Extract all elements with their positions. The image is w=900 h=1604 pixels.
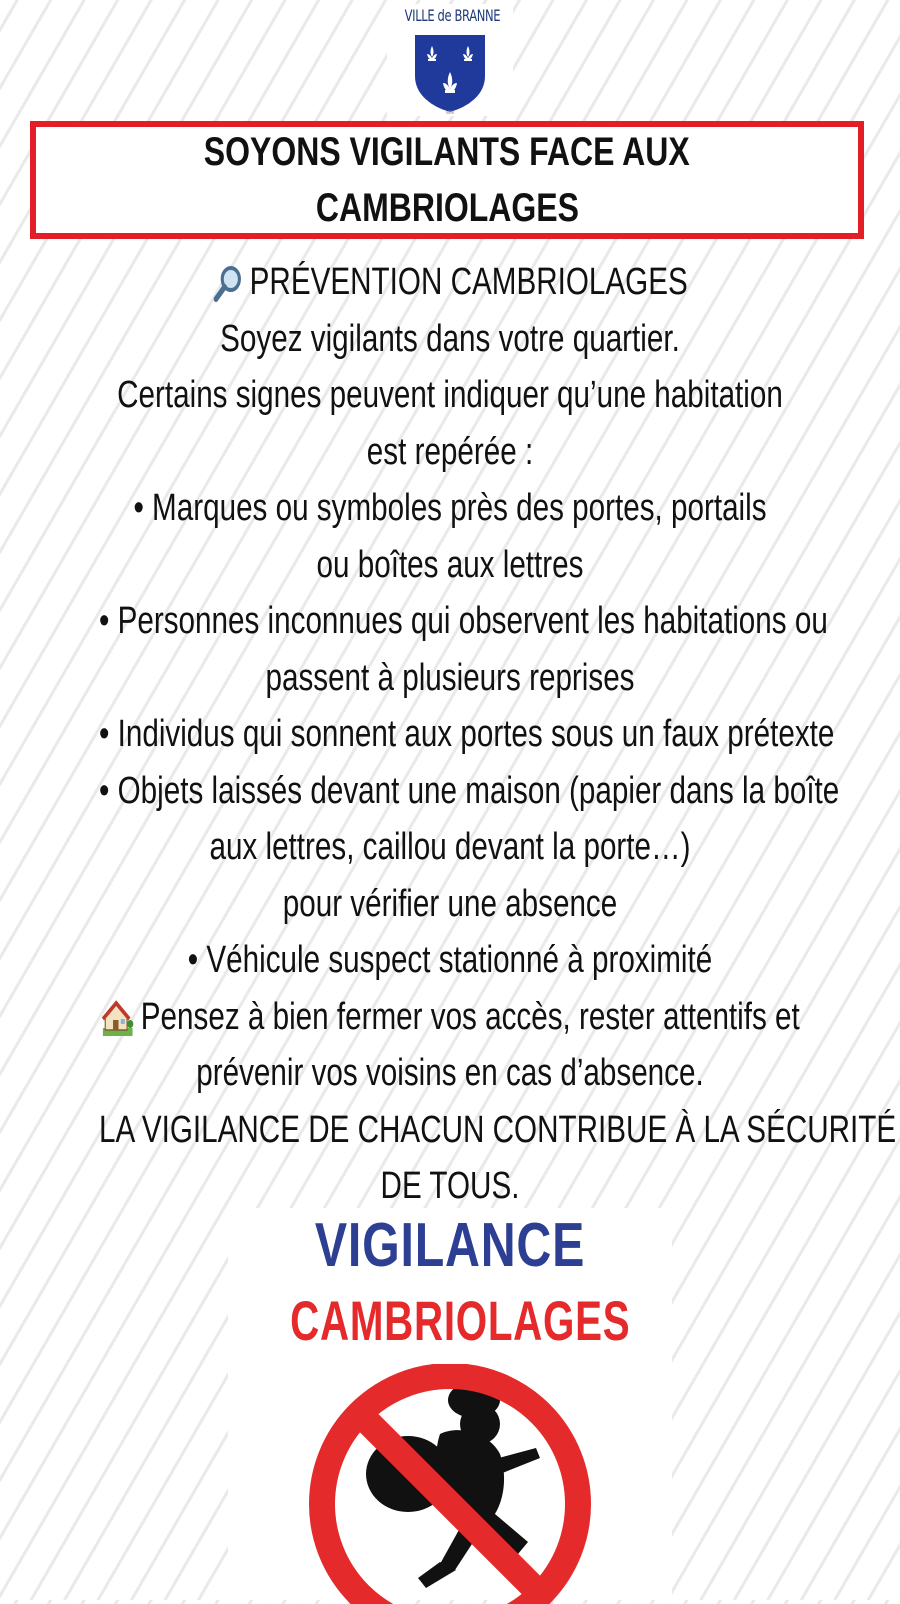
body-line: Soyez vigilants dans votre quartier. [220,317,680,360]
section-heading-text: PRÉVENTION CAMBRIOLAGES [249,261,688,303]
bullet-line: pour vérifier une absence [282,882,618,925]
title-line-1: SOYONS VIGILANTS FACE AUX [203,130,690,174]
town-logo [387,4,513,116]
bullet-line: • Individus qui sonnent aux portes sous un faux prétexte [99,713,835,755]
advice-line [99,989,801,1046]
prevention-text [0,254,900,1215]
bullet-line: • Véhicule suspect stationné à proximité [187,939,713,981]
bullet-line: • Marques ou symboles près des portes, portails [133,487,767,529]
magnifying-glass-icon [212,264,243,304]
fleur-de-lis-shield-icon [410,32,490,114]
bullet-line: ou boîtes aux lettres [316,543,584,586]
advice-text-1: Pensez à bien fermer vos accès, rester attentifs et [140,995,800,1038]
vigilance-poster [228,1208,672,1600]
title-line-2: CAMBRIOLAGES [315,186,579,230]
poster-subtitle: CAMBRIOLAGES [290,1289,631,1352]
title-box [30,121,864,239]
house-icon [100,998,134,1038]
bullet-line: • Objets laissés devant une maison (papier dans la boîte [99,769,840,812]
body-line: est repérée : [366,430,534,473]
body-line: Certains signes peuvent indiquer qu’une habitation [117,374,783,416]
section-heading [99,254,801,311]
no-burglar-sign-icon [290,1364,610,1604]
closing-line: LA VIGILANCE DE CHACUN CONTRIBUE À LA SÉCURITÉ [99,1108,897,1151]
closing-line: DE TOUS. [380,1165,520,1207]
logo-text: VILLE de BRANNE [404,6,501,25]
logo-caption: ville [445,110,455,116]
advice-line: prévenir vos voisins en cas d’absence. [196,1052,704,1094]
bullet-line: passent à plusieurs reprises [265,656,635,699]
bullet-line: • Personnes inconnues qui observent les habitations ou [99,600,828,642]
poster-title: VIGILANCE [314,1211,586,1280]
bullet-line: aux lettres, caillou devant la porte…) [209,826,691,868]
